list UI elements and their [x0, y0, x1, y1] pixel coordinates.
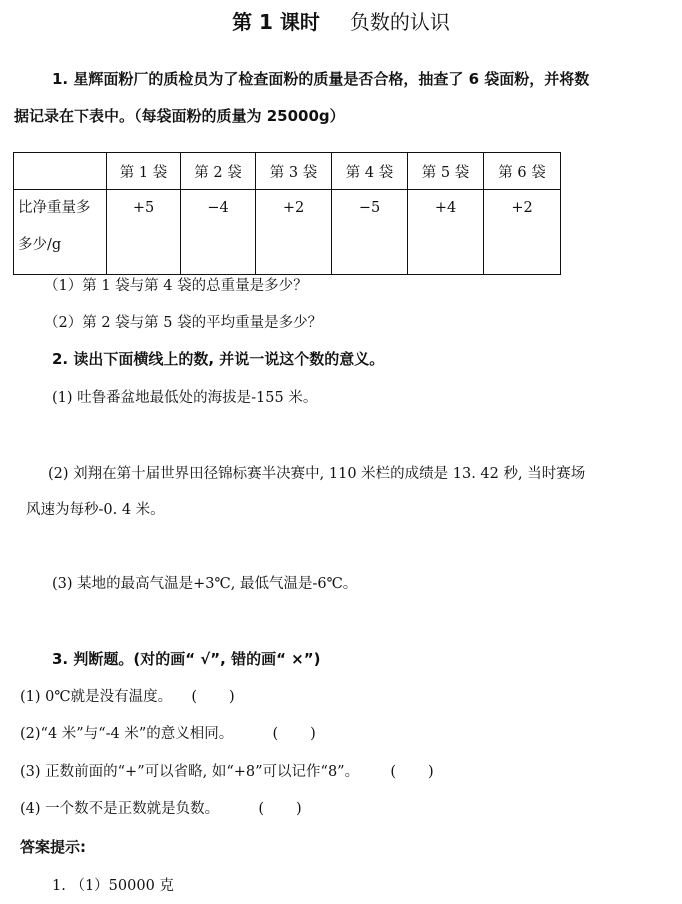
- question-1-line-1: 1. 星辉面粉厂的质检员为了检查面粉的质量是否合格，抽查了 6 袋面粉，并将数: [52, 70, 590, 88]
- answer-blank[interactable]: ( ): [390, 764, 434, 780]
- question-2-heading: 2. 读出下面横线上的数, 并说一说这个数的意义。: [52, 350, 385, 368]
- bag-weight-table: [13, 152, 561, 275]
- question-2-item-1: (1) 吐鲁番盆地最低处的海拔是-155 米。: [52, 390, 318, 406]
- table-header-cell: 第 3 袋: [256, 153, 332, 190]
- lesson-number: 第 1 课时: [232, 10, 320, 34]
- judge-item-text: (4) 一个数不是正数就是负数。: [20, 801, 220, 817]
- table-header-cell: [14, 153, 107, 190]
- table-cell: +2: [484, 190, 561, 275]
- judge-item-2: [20, 722, 316, 743]
- question-2-item-2-line-1: (2) 刘翔在第十届世界田径锦标赛半决赛中, 110 米栏的成绩是 13. 42 秒, 当时赛场: [48, 466, 586, 482]
- judge-item-text: (2)“4 米”与“-4 米”的意义相同。: [20, 726, 234, 742]
- table-header-cell: 第 5 袋: [408, 153, 484, 190]
- answers-heading: 答案提示:: [20, 838, 86, 856]
- question-1-sub-1: （1）第 1 袋与第 4 袋的总重量是多少？: [44, 278, 308, 294]
- judge-item-1: [20, 685, 235, 706]
- row-label: [14, 190, 107, 275]
- question-1-line-2: 据记录在下表中。（每袋面粉的质量为 25000g）: [14, 107, 345, 125]
- judge-item-text: (3) 正数前面的“+”可以省略, 如“+8”可以记作“8”。: [20, 764, 360, 780]
- judge-item-4: [20, 797, 302, 818]
- lesson-topic: 负数的认识: [349, 10, 450, 34]
- question-2-item-3: (3) 某地的最高气温是+3℃, 最低气温是-6℃。: [52, 576, 358, 592]
- table-cell: +5: [107, 190, 181, 275]
- answer-blank[interactable]: ( ): [272, 726, 316, 742]
- table-cell: +4: [408, 190, 484, 275]
- table-header-cell: 第 6 袋: [484, 153, 561, 190]
- judge-item-3: [20, 760, 434, 781]
- table-header-cell: 第 1 袋: [107, 153, 181, 190]
- row-label-line-1: 比净重量多: [18, 200, 91, 216]
- question-2-item-2-line-2: 风速为每秒-0. 4 米。: [26, 502, 165, 518]
- question-1-sub-2: （2）第 2 袋与第 5 袋的平均重量是多少？: [44, 315, 323, 331]
- answer-blank[interactable]: ( ): [258, 801, 302, 817]
- table-header-cell: 第 2 袋: [181, 153, 256, 190]
- judge-item-text: (1) 0℃就是没有温度。: [20, 689, 173, 705]
- answer-blank[interactable]: ( ): [191, 689, 235, 705]
- table-cell: +2: [256, 190, 332, 275]
- table-cell: −4: [181, 190, 256, 275]
- table-cell: −5: [332, 190, 408, 275]
- row-label-line-2: 多少/g: [18, 237, 62, 253]
- table-header-row: [14, 153, 561, 190]
- answer-line-1: 1. （1）50000 克: [52, 878, 174, 894]
- page-title: [0, 6, 682, 35]
- table-header-cell: 第 4 袋: [332, 153, 408, 190]
- table-row: [14, 190, 561, 275]
- question-3-heading: 3. 判断题。(对的画“ √”, 错的画“ ×”): [52, 650, 321, 668]
